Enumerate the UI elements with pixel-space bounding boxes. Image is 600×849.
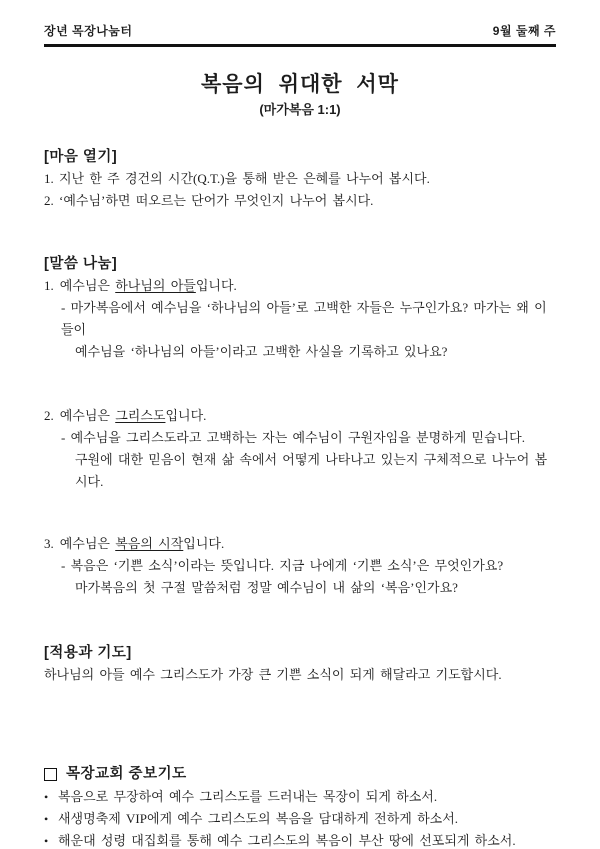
point-text-post: 입니다. (165, 408, 207, 423)
sharing-point-1-title (44, 275, 556, 297)
point-number: 2. (44, 408, 54, 423)
prayer-item (44, 786, 556, 808)
prayer-item (44, 808, 556, 830)
point-number: 1. (44, 278, 54, 293)
page-header (44, 24, 556, 38)
section-intercession (44, 762, 556, 849)
header-left-label: 장년 목장나눔터 (44, 24, 133, 38)
point-text-pre: 예수님은 (59, 536, 116, 551)
question-line: 마가복음의 첫 구절 말씀처럼 정말 예수님이 내 삶의 ‘복음’인가요? (75, 580, 458, 595)
sharing-point-3-title (44, 533, 556, 555)
sharing-point-2-title (44, 405, 556, 427)
application-body: 하나님의 아들 예수 그리스도가 가장 큰 기쁜 소식이 되게 해달라고 기도합시다. (44, 667, 502, 682)
question-line: 예수님을 ‘하나님의 아들’이라고 고백한 사실을 기록하고 있나요? (75, 344, 448, 359)
bullet-icon: • (44, 790, 49, 804)
point-text-underlined: 복음의 시작 (115, 536, 184, 551)
point-text-pre: 예수님은 (59, 278, 116, 293)
section-sharing (44, 253, 556, 599)
opening-item-1: 1. 지난 한 주 경건의 시간(Q.T.)을 통해 받은 은혜를 나누어 봅시다. (44, 171, 430, 186)
prayer-text: 복음으로 무장하여 예수 그리스도를 드러내는 목장이 되게 하소서. (58, 789, 438, 804)
sharing-point-1 (44, 275, 556, 363)
prayer-text: 해운대 성령 대집회를 통해 예수 그리스도의 복음이 부산 땅에 선포되게 하소서. (58, 833, 516, 848)
question-line: 구원에 대한 믿음이 현재 삶 속에서 어떻게 나타나고 있는지 구체적으로 나누어 봅시다. (75, 452, 548, 489)
sharing-point-3 (44, 533, 556, 599)
opening-item-2: 2. ‘예수님’하면 떠오르는 단어가 무엇인지 나누어 봅시다. (44, 193, 374, 208)
section-heading-opening: [마음 열기] (44, 149, 118, 165)
question-line: - 복음은 ‘기쁜 소식’이라는 뜻입니다. 지금 나에게 ‘기쁜 소식’은 무엇인가요? (61, 558, 504, 573)
page-subtitle: (마가복음 1:1) (259, 102, 341, 117)
point-text-post: 입니다. (195, 278, 237, 293)
section-heading-sharing: [말씀 나눔] (44, 256, 118, 272)
section-application (44, 642, 556, 686)
bullet-icon: • (44, 834, 49, 848)
point-text-underlined: 하나님의 아들 (115, 278, 196, 293)
intercession-heading-label: 목장교회 중보기도 (66, 766, 187, 782)
section-heading-application: [적용과 기도] (44, 645, 132, 661)
point-text-pre: 예수님은 (59, 408, 116, 423)
prayer-item (44, 830, 556, 849)
bullet-icon: • (44, 812, 49, 826)
header-rule (44, 44, 556, 47)
intercession-heading-row (44, 762, 556, 786)
page-title: 복음의 위대한 서막 (201, 73, 399, 96)
point-text-post: 입니다. (183, 536, 225, 551)
point-number: 3. (44, 536, 54, 551)
question-line: - 마가복음에서 예수님을 ‘하나님의 아들’로 고백한 자들은 누구인가요? 마가는 왜 이들이 (61, 300, 547, 337)
header-right-label: 9월 둘째 주 (492, 24, 556, 38)
checkbox-icon (44, 768, 57, 781)
point-text-underlined: 그리스도 (115, 408, 166, 423)
question-line: - 예수님을 그리스도라고 고백하는 자는 예수님이 구원자임을 분명하게 믿습니다. (61, 430, 525, 445)
section-opening (44, 146, 556, 212)
prayer-text: 새생명축제 VIP에게 예수 그리스도의 복음을 담대하게 전하게 하소서. (58, 811, 459, 826)
sharing-point-2 (44, 405, 556, 493)
